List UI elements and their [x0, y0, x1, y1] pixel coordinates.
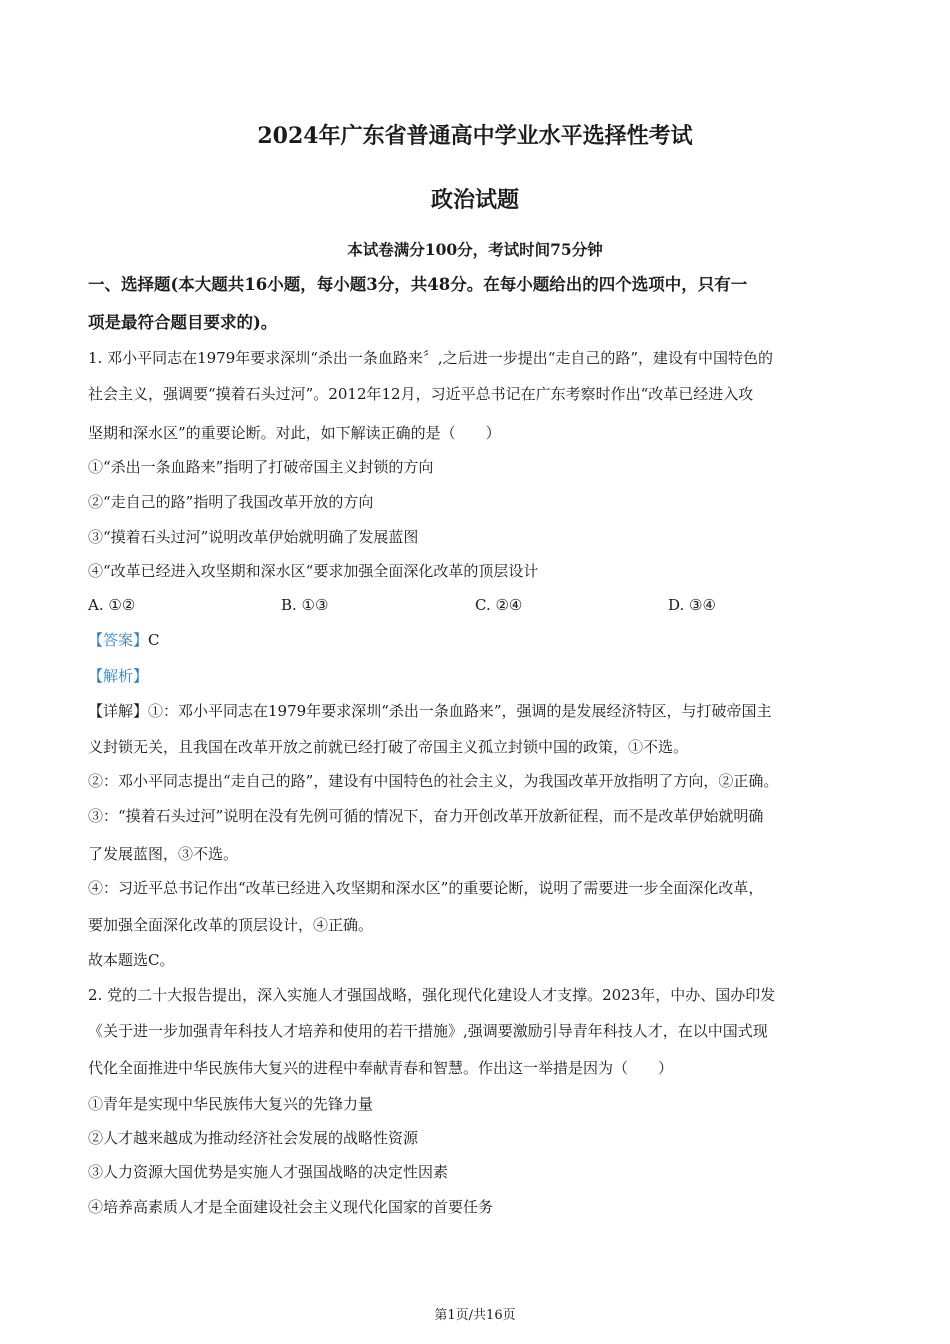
answer-tag: 【答案】: [88, 631, 149, 649]
detail-tag: 【详解】: [88, 702, 149, 720]
q1-detail-line: ③：“摸着石头过河”说明在没有先例可循的情况下，奋力开创改革开放新征程，而不是改革伊始就明确: [88, 807, 764, 825]
analysis-tag: 【解析】: [88, 667, 149, 685]
q2-statement: ③人力资源大国优势是实施人才强国战略的决定性因素: [88, 1163, 449, 1181]
q1-detail-line: 要加强全面深化改革的顶层设计，④正确。: [88, 916, 374, 934]
q1-answer: [88, 630, 160, 650]
answer-value: C: [148, 631, 160, 649]
q2-statement: ④培养高素质人才是全面建设社会主义现代化国家的首要任务: [88, 1198, 494, 1216]
q1-statement: ②“走自己的路”指明了我国改革开放的方向: [88, 493, 374, 511]
q1-detail-line: [88, 701, 772, 721]
q1-conclusion: 故本题选C。: [88, 951, 175, 969]
exam-info: 本试卷满分100分，考试时间75分钟: [347, 240, 603, 259]
page-indicator: 第1页/共16页: [434, 1308, 516, 1323]
section-heading-line2: 项是最符合题目要求的)。: [88, 313, 278, 332]
subject-title: 政治试题: [430, 187, 519, 213]
q1-statement: ④“改革已经进入攻坚期和深水区“要求加强全面深化改革的顶层设计: [88, 562, 539, 580]
q1-stem-line: 社会主义，强调要“摸着石头过河”。2012年12月，习近平总书记在广东考察时作出“改革已经进入攻: [88, 385, 754, 403]
q2-stem-line: 《关于进一步加强青年科技人才培养和使用的若干措施》,强调要激励引导青年科技人才，在以中国式现: [88, 1022, 768, 1040]
q1-detail-line: ②：邓小平同志提出“走自己的路”，建设有中国特色的社会主义，为我国改革开放指明了方向，②正确。: [88, 772, 779, 790]
q2-statement: ①青年是实现中华民族伟大复兴的先锋力量: [88, 1095, 374, 1113]
q1-option-c: C. ②④: [475, 596, 523, 614]
q1-statement: ③“摸着石头过河”说明改革伊始就明确了发展蓝图: [88, 528, 419, 546]
q1-detail-line: 了发展蓝图，③不选。: [88, 845, 239, 863]
q1-stem-line: 1. 邓小平同志在1979年要求深圳“杀出一条血路来〞,之后进一步提出“走自己的路”，建设有中国特色的: [88, 349, 774, 367]
exam-title: 2024年广东省普通高中学业水平选择性考试: [257, 123, 693, 149]
q2-statement: ②人才越来越成为推动经济社会发展的战略性资源: [88, 1129, 419, 1147]
q1-stem-line: 坚期和深水区”的重要论断。对此，如下解读正确的是（ ）: [88, 424, 501, 442]
q2-stem-line: 2. 党的二十大报告提出，深入实施人才强国战略，强化现代化建设人才支撑。2023年，中办、国办印发: [88, 986, 776, 1004]
q1-detail-line: 义封锁无关，且我国在改革开放之前就已经打破了帝国主义孤立封锁中国的政策，①不选。: [88, 738, 689, 756]
q1-detail-line: ④：习近平总书记作出“改革已经进入攻坚期和深水区”的重要论断，说明了需要进一步全面深化改革，: [88, 879, 764, 897]
q1-option-a: A. ①②: [88, 596, 136, 614]
detail-text: ①：邓小平同志在1979年要求深圳“杀出一条血路来”，强调的是发展经济特区，与打破帝国主: [148, 702, 772, 720]
q1-statement: ①“杀出一条血路来”指明了打破帝国主义封锁的方向: [88, 458, 434, 476]
q1-option-d: D. ③④: [668, 596, 716, 614]
q2-stem-line: 代化全面推进中华民族伟大复兴的进程中奉献青春和智慧。作出这一举措是因为（ ）: [88, 1059, 674, 1077]
q1-option-b: B. ①③: [281, 596, 329, 614]
q1-analysis-heading: [88, 666, 148, 686]
section-heading-line1: 一、选择题(本大题共16小题，每小题3分，共48分。在每小题给出的四个选项中，只有一: [88, 275, 748, 294]
